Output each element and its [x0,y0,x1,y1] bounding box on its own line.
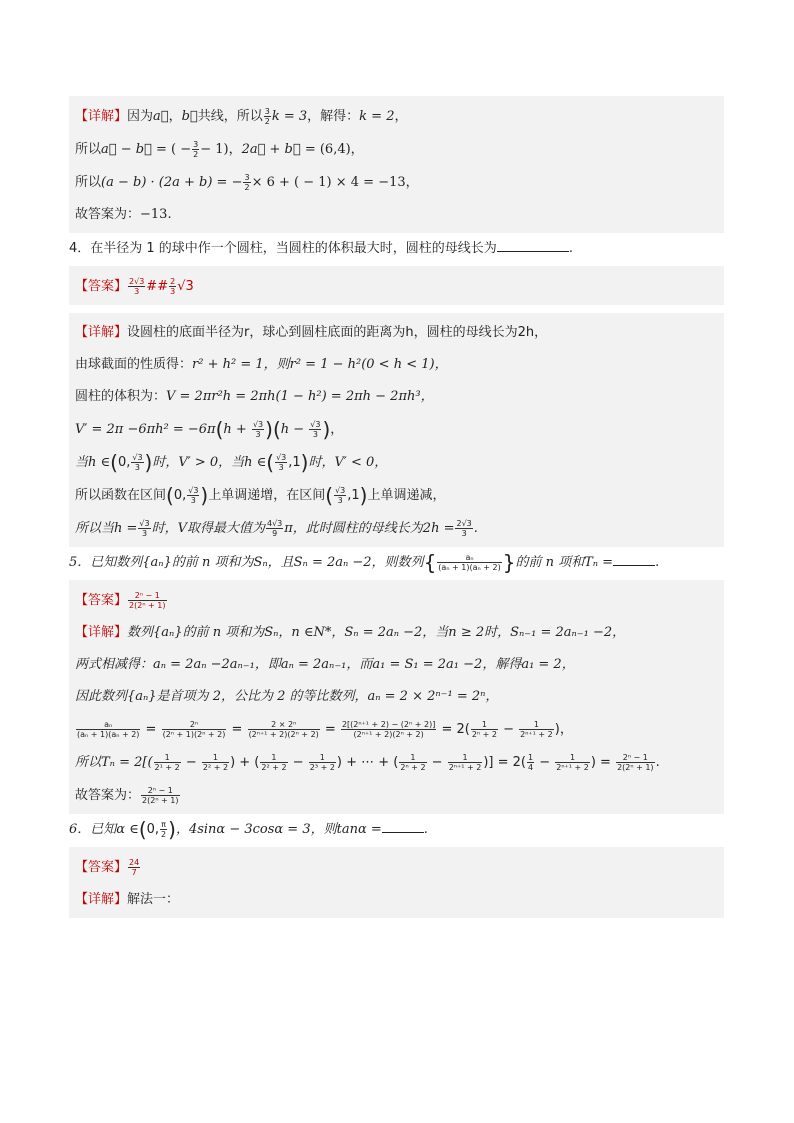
answer-tag: 【答案】 [75,860,128,875]
q6-detail-line-1: 【详解】解法一： [75,892,180,907]
question-5: 5．已知数列{aₙ}的前 n 项和为Sₙ，且Sₙ = 2aₙ −2，则数列{ $\frac{\text{aₙ}}{\text{(aₙ + 1)(aₙ + 2)}}$ }的前 n 项和Tₙ = . [69,550,660,575]
q3-detail-line-4: 故答案为：−13. [75,207,172,222]
detail-tag: 【详解】 [75,625,128,640]
q3-detail-line-3: 所以(a − b) · (2a + b) = − $\frac{3}{2}$ × 6 + ( − 1) × 4 = −13， [75,173,419,192]
q4-detail-line-4: V′ = 2π −6πh² = −6π(h + $\frac{√3}{3}$ )(h − $\frac{√3}{3}$ )， [75,417,344,442]
answer-tag: 【答案】 [75,279,128,294]
detail-tag: 【详解】 [75,325,128,340]
answer-box-q4 [69,266,724,305]
detail-tag: 【详解】 [75,892,128,907]
q4-detail-line-1: 【详解】设圆柱的底面半径为r，球心到圆柱底面的距离为h，圆柱的母线长为2h， [75,325,548,340]
detail-box-q3 [69,96,724,233]
question-6: 6．已知α ∈(0, $\frac{\pi}{2}$ )，4sinα − 3cosα = 3，则tanα = . [69,817,428,842]
q3-detail-line-2: 所以a⃗ − b⃗ = ( − $\frac{3}{2}$ − 1)，2a⃗ + b⃗ = (6,4)， [75,140,364,159]
detail-tag: 【详解】 [75,109,128,124]
q5-detail-line-3: 因此数列{aₙ}是首项为 2，公比为 2 的等比数列，aₙ = 2 × 2ⁿ⁻¹ = 2ⁿ， [75,689,499,704]
q4-answer-line: 【答案】 $\frac{2√3}{3}$ ## $\frac{2}{3}$ √3 [75,277,194,296]
q5-detail-line-5: 所以Tₙ = 2[( $\frac{1}{\text{2¹ + 2}}$ − $\frac{1}{\text{2² + 2}}$ ) + ( $\frac{1}{\text{2² + 2}}$ − $\frac{1}{\text{2³ + 2}}$ ) + ⋯ + ( $\frac{1}{\text{2ⁿ + 2}}$ − $\frac{1}{\text{2ⁿ⁺¹ + 2}}$ )] = 2( $\frac{1}{4}$ − $\frac{1}{\text{2ⁿ⁺¹ + 2}}$ ) = $\frac{\text{2ⁿ − 1}}{\text{2(2ⁿ + 1)}}$ . [75,753,660,772]
answer-box-q5 [69,580,724,814]
q5-answer-line: 【答案】 $\frac{\text{2ⁿ − 1}}{\text{2(2ⁿ + 1)}}$ [75,591,166,610]
answer-blank [497,239,569,252]
page-content [69,96,724,918]
answer-blank [382,820,424,833]
q4-detail-line-2: 由球截面的性质得：r² + h² = 1，则r² = 1 − h²(0 < h < 1)， [75,357,448,372]
q4-detail-line-3: 圆柱的体积为：V = 2πr²h = 2πh(1 − h²) = 2πh − 2πh³， [75,389,434,404]
q4-detail-line-6: 所以函数在区间(0, $\frac{√3}{3}$ )上单调递增，在区间( $\frac{√3}{3}$ ,1)上单调递减， [75,483,446,508]
q5-detail-line-1: 【详解】数列{aₙ}的前 n 项和为Sₙ，n ∈N*，Sₙ = 2aₙ −2，当n ≥ 2时，Sₙ₋₁ = 2aₙ₋₁ −2， [75,625,626,640]
answer-blank [613,553,655,566]
q3-detail-line-1: 【详解】因为a⃗，b⃗共线，所以 $\frac{3}{2}$ k = 3，解得：k = 2， [75,107,408,126]
q4-detail-line-5: 当h ∈(0, $\frac{√3}{3}$ )时，V′ > 0，当h ∈( $\frac{√3}{3}$ ,1)时，V′ < 0， [75,450,388,475]
q5-detail-line-4: $\frac{\text{aₙ}}{\text{(aₙ + 1)(aₙ + 2)}}$ = $\frac{\text{2ⁿ}}{\text{(2ⁿ + 1)(2ⁿ + 2)}}$ = $\frac{\text{2 × 2ⁿ}}{\text{(2ⁿ⁺¹ + 2)(2ⁿ + 2)}}$ = $\frac{\text{2[(2ⁿ⁺¹ + 2) − (2ⁿ + 2)]}}{\text{(2ⁿ⁺¹ + 2)(2ⁿ + 2)}}$ = 2( $\frac{1}{\text{2ⁿ + 2}}$ − $\frac{1}{\text{2ⁿ⁺¹ + 2}}$ )， [77,720,573,739]
q6-answer-line: 【答案】 $\frac{24}{7}$ [75,858,140,877]
q4-detail-line-7: 所以当h = $\frac{√3}{3}$ 时，V取得最大值为 $\frac{4√3}{9}$ π，此时圆柱的母线长为2h = $\frac{2√3}{3}$ . [75,519,478,538]
q5-detail-line-2: 两式相减得：aₙ = 2aₙ −2aₙ₋₁，即aₙ = 2aₙ₋₁，而a₁ = S₁ = 2a₁ −2，解得a₁ = 2， [75,657,575,672]
answer-box-q6 [69,847,724,918]
question-4: 4．在半径为 1 的球中作一个圆柱，当圆柱的体积最大时，圆柱的母线长为 . [69,241,573,256]
detail-box-q4 [69,313,724,547]
q5-detail-line-6: 故答案为： $\frac{\text{2ⁿ − 1}}{\text{2(2ⁿ + 1)}}$ [75,786,179,805]
answer-tag: 【答案】 [75,593,128,608]
